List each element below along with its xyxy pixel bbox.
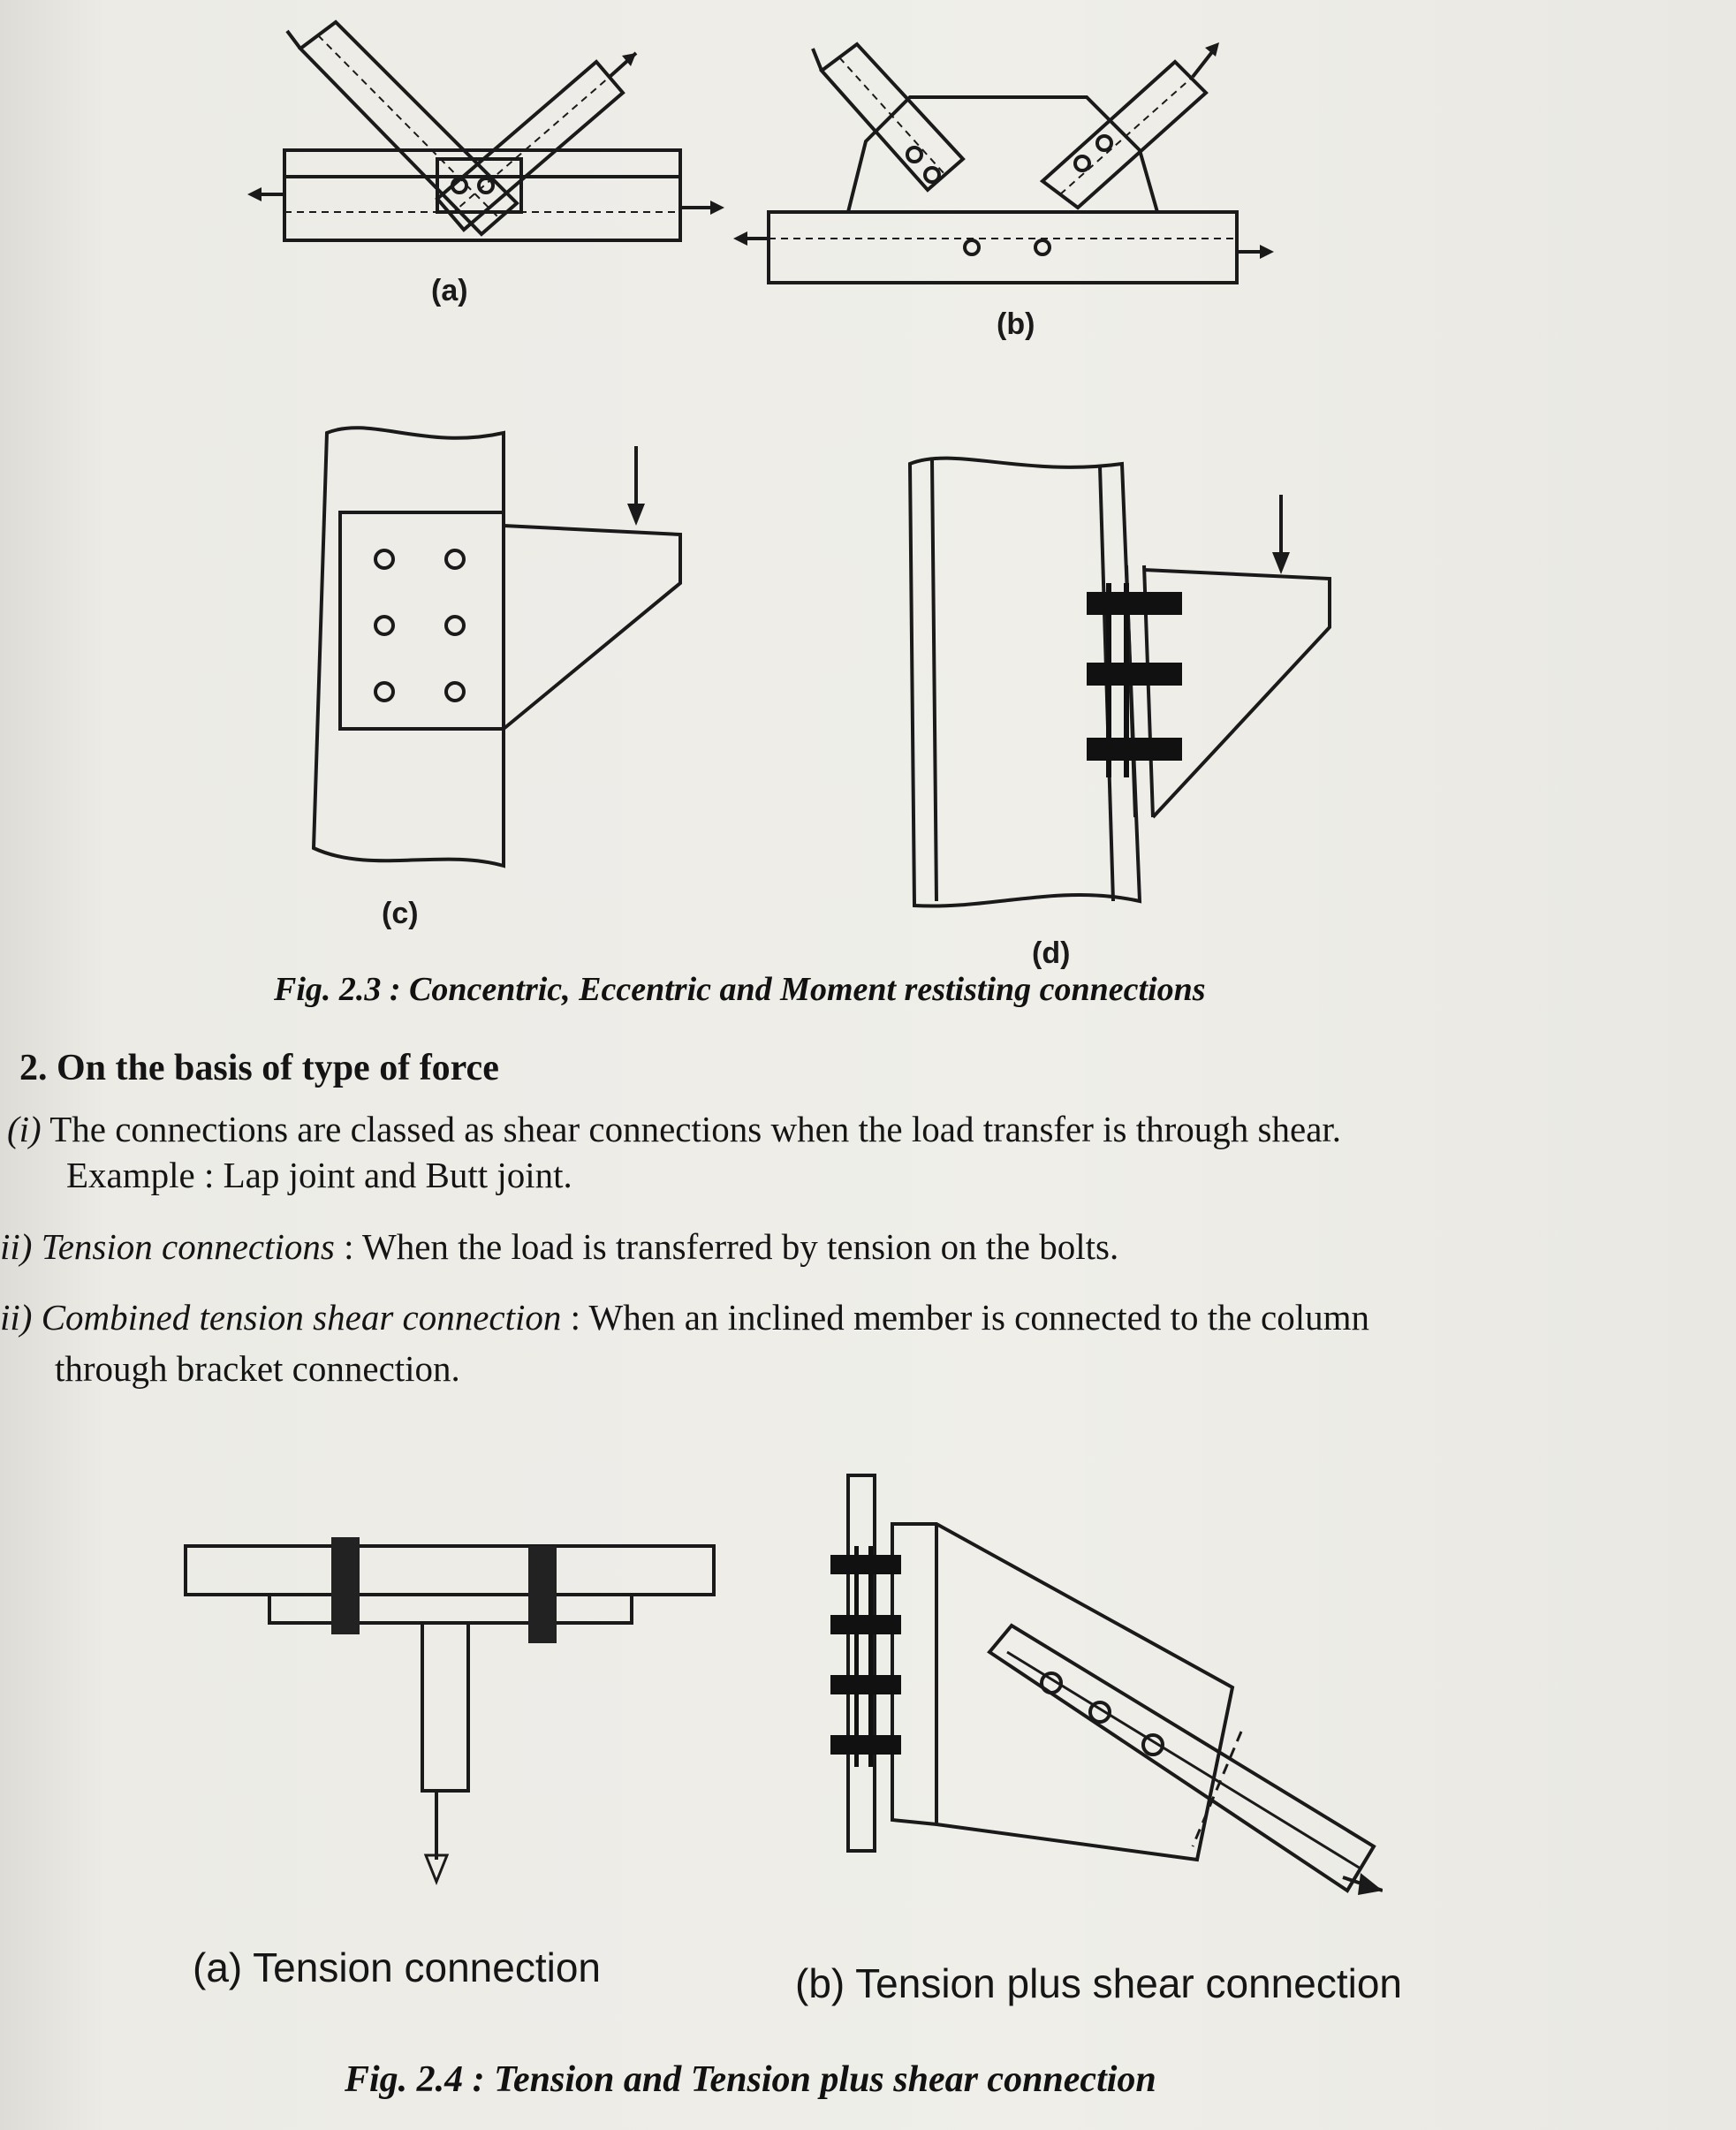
- section-heading: 2. On the basis of type of force: [19, 1048, 499, 1088]
- item-ii: [0, 1224, 1118, 1270]
- figure-2-3-caption: Fig. 2.3 : Concentric, Eccentric and Moment restisting connections: [274, 971, 1206, 1008]
- item-iii-term: Combined tension shear connection: [41, 1297, 562, 1338]
- item-ii-term: Tension connections: [41, 1226, 335, 1267]
- item-i-line2: Example : Lap joint and Butt joint.: [66, 1155, 572, 1195]
- item-i-marker: (i): [7, 1109, 42, 1149]
- figure-2-3-c-drawing: [300, 415, 698, 875]
- item-ii-marker: ii): [0, 1226, 33, 1267]
- figure-2-3-a-drawing: [247, 13, 724, 269]
- figure-2-3-d-drawing: [901, 442, 1343, 919]
- item-iii-line2: through bracket connection.: [55, 1348, 460, 1389]
- item-iii-line2-row: [55, 1345, 460, 1391]
- figure-2-3-a-label: (a): [431, 274, 468, 307]
- item-ii-rest: : When the load is transferred by tension on the bolts.: [334, 1226, 1119, 1267]
- figure-2-3-b-drawing: [733, 27, 1281, 292]
- figure-2-4-a-label: (a) Tension connection: [193, 1944, 601, 1990]
- item-iii: [0, 1294, 1369, 1340]
- item-iii-rest: : When an inclined member is connected to the column: [561, 1297, 1370, 1338]
- figure-2-3-b-label: (b): [997, 307, 1035, 341]
- figure-2-4-b-label: (b) Tension plus shear connection: [795, 1960, 1403, 2006]
- item-i-line2-row: [66, 1152, 572, 1198]
- item-iii-marker: ii): [0, 1297, 33, 1338]
- figure-2-4-caption: Fig. 2.4 : Tension and Tension plus shear connection: [345, 2059, 1156, 2100]
- figure-2-3-c-label: (c): [382, 897, 419, 930]
- figure-2-3-d-label: (d): [1032, 936, 1071, 970]
- item-i: [7, 1106, 1341, 1152]
- figure-2-4-a-drawing: [177, 1533, 733, 1886]
- item-i-line1: The connections are classed as shear connections when the load transfer is through shear.: [49, 1109, 1342, 1149]
- figure-2-4-b-drawing: [817, 1467, 1383, 1926]
